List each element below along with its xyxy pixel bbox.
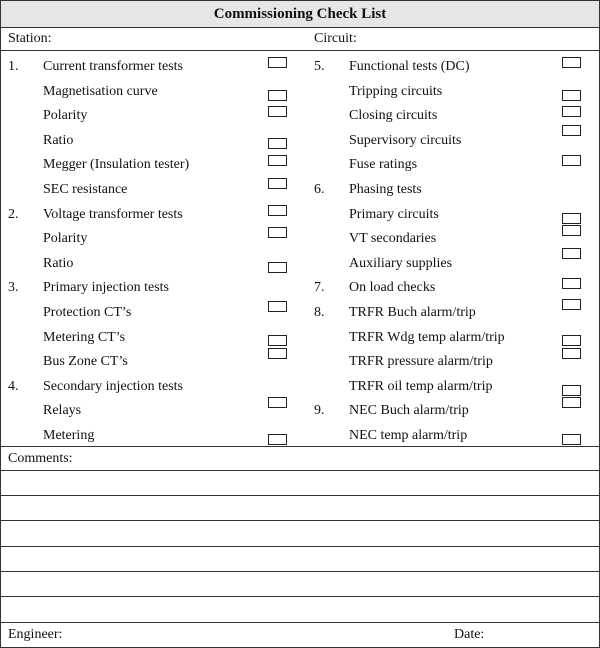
- item-label: TRFR Buch alarm/trip: [349, 305, 476, 320]
- comments-label: Comments:: [8, 451, 73, 466]
- item-label: Bus Zone CT’s: [43, 354, 128, 370]
- title-bar: [1, 1, 599, 28]
- checklist-item: [8, 328, 308, 352]
- item-number: 9.: [314, 403, 325, 419]
- checkbox[interactable]: [562, 225, 581, 236]
- checkbox[interactable]: [562, 299, 581, 310]
- checklist-item: [314, 106, 600, 130]
- circuit-label: Circuit:: [314, 31, 357, 46]
- item-label: Phasing tests: [349, 182, 422, 197]
- checklist-item: [314, 155, 600, 179]
- item-label: Metering: [43, 428, 95, 443]
- item-label: TRFR oil temp alarm/trip: [349, 378, 493, 394]
- comment-line-5[interactable]: [1, 571, 599, 572]
- item-number: 4.: [8, 378, 19, 394]
- item-number: 8.: [314, 305, 325, 320]
- item-label: Closing circuits: [349, 108, 438, 124]
- checklist-item: [314, 278, 600, 302]
- form-title: Commissioning Check List: [213, 6, 387, 22]
- checkbox[interactable]: [268, 301, 287, 312]
- checkbox[interactable]: [268, 262, 287, 273]
- checkbox[interactable]: [268, 397, 287, 408]
- item-label: Protection CT’s: [43, 305, 132, 320]
- item-label: NEC temp alarm/trip: [349, 428, 468, 443]
- item-label: Secondary injection tests: [43, 378, 183, 394]
- checklist-item: [314, 254, 600, 278]
- checklist-item: [8, 180, 308, 204]
- checklist-item: [8, 155, 308, 179]
- checkbox[interactable]: [562, 106, 581, 117]
- item-label: Tripping circuits: [349, 83, 443, 99]
- checklist-item: [8, 106, 308, 130]
- item-number: 1.: [8, 59, 19, 74]
- checklist-item: [314, 82, 600, 106]
- checkbox[interactable]: [562, 90, 581, 101]
- item-number: 5.: [314, 59, 325, 74]
- checkbox[interactable]: [268, 57, 287, 68]
- checkbox[interactable]: [562, 125, 581, 136]
- comment-line-4[interactable]: [1, 546, 599, 547]
- checkbox[interactable]: [268, 205, 287, 216]
- item-label: Primary injection tests: [43, 280, 169, 296]
- checklist-item: [8, 57, 308, 81]
- item-label: Polarity: [43, 108, 88, 124]
- item-label: Megger (Insulation tester): [43, 157, 190, 173]
- item-label: Functional tests (DC): [349, 59, 470, 74]
- checklist-divider: [1, 446, 599, 447]
- item-label: Polarity: [43, 231, 88, 247]
- checkbox[interactable]: [268, 106, 287, 117]
- item-label: Ratio: [43, 132, 74, 148]
- item-label: TRFR Wdg temp alarm/trip: [349, 329, 505, 345]
- checklist-item: [8, 229, 308, 253]
- checklist-item: [8, 377, 308, 401]
- checkbox[interactable]: [268, 178, 287, 189]
- checklist-item: [314, 57, 600, 81]
- item-label: Supervisory circuits: [349, 132, 462, 148]
- comment-line-6[interactable]: [1, 596, 599, 597]
- item-number: 3.: [8, 280, 19, 296]
- header-divider: [1, 50, 599, 51]
- comments-bottom-divider: [1, 622, 599, 623]
- item-label: VT secondaries: [349, 231, 437, 247]
- checklist-item: [314, 131, 600, 155]
- checklist-item: [8, 131, 308, 155]
- checklist-item: [314, 303, 600, 327]
- checklist-item: [8, 82, 308, 106]
- item-number: 2.: [8, 206, 19, 222]
- checklist-item: [314, 180, 600, 204]
- item-label: Current transformer tests: [43, 59, 183, 74]
- checklist-item: [8, 278, 308, 302]
- item-label: Ratio: [43, 255, 74, 271]
- checkbox[interactable]: [268, 348, 287, 359]
- comment-line-1[interactable]: [1, 470, 599, 471]
- checklist-item: [314, 401, 600, 425]
- item-label: Voltage transformer tests: [43, 206, 183, 222]
- item-label: Primary circuits: [349, 206, 439, 222]
- checkbox[interactable]: [562, 385, 581, 396]
- checklist-item: [314, 377, 600, 401]
- item-label: On load checks: [349, 280, 436, 296]
- checkbox[interactable]: [562, 248, 581, 259]
- checklist-item: [8, 254, 308, 278]
- station-label: Station:: [8, 31, 52, 46]
- item-label: Magnetisation curve: [43, 83, 158, 99]
- checklist-item: [314, 328, 600, 352]
- checklist-item: [8, 401, 308, 425]
- checklist-item: [8, 303, 308, 327]
- checkbox[interactable]: [268, 90, 287, 101]
- comment-line-2[interactable]: [1, 495, 599, 496]
- checkbox[interactable]: [268, 227, 287, 238]
- checklist-item: [314, 229, 600, 253]
- item-number: 6.: [314, 182, 325, 197]
- checkbox[interactable]: [562, 434, 581, 445]
- checkbox[interactable]: [268, 155, 287, 166]
- checkbox[interactable]: [562, 348, 581, 359]
- checkbox[interactable]: [562, 397, 581, 408]
- checklist-item: [314, 205, 600, 229]
- checkbox[interactable]: [562, 278, 581, 289]
- checklist-item: [8, 352, 308, 376]
- item-label: Fuse ratings: [349, 157, 418, 173]
- checklist-item: [314, 352, 600, 376]
- checkbox[interactable]: [562, 57, 581, 68]
- checkbox[interactable]: [562, 155, 581, 166]
- item-number: 7.: [314, 280, 325, 296]
- date-label: Date:: [454, 627, 485, 642]
- checkbox[interactable]: [562, 335, 581, 346]
- item-label: TRFR pressure alarm/trip: [349, 354, 493, 370]
- item-label: SEC resistance: [43, 182, 128, 197]
- comment-line-3[interactable]: [1, 520, 599, 521]
- item-label: Metering CT’s: [43, 329, 126, 345]
- item-label: Auxiliary supplies: [349, 255, 453, 271]
- engineer-label: Engineer:: [8, 627, 63, 642]
- checkbox[interactable]: [562, 213, 581, 224]
- checkbox[interactable]: [268, 335, 287, 346]
- checklist-item: [8, 205, 308, 229]
- checkbox[interactable]: [268, 138, 287, 149]
- item-label: NEC Buch alarm/trip: [349, 403, 469, 419]
- checkbox[interactable]: [268, 434, 287, 445]
- item-label: Relays: [43, 403, 82, 419]
